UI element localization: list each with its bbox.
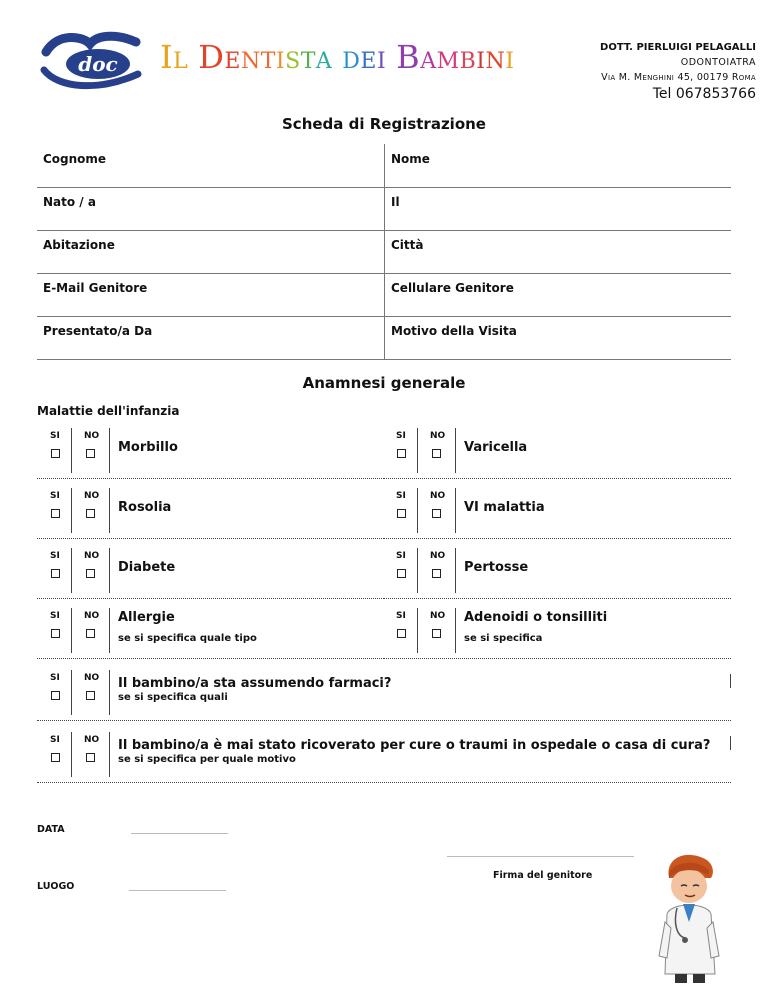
question-row <box>383 548 731 599</box>
yes-checkbox[interactable] <box>51 569 60 578</box>
yes-label: SI <box>396 611 406 621</box>
brand-letter: a <box>315 38 333 76</box>
question-note: se si specifica quali <box>118 692 228 703</box>
column-divider <box>384 316 385 359</box>
column-divider <box>384 187 385 230</box>
brand-letter: s <box>285 38 301 76</box>
brand-letter: n <box>485 38 506 76</box>
brand-title <box>160 38 514 76</box>
question-text: Il bambino/a sta assumendo farmaci? <box>118 676 392 691</box>
question-text: Allergie <box>118 610 175 625</box>
divider <box>109 732 110 777</box>
question-text: Diabete <box>118 560 176 575</box>
field-label[interactable]: Motivo della Visita <box>391 324 517 338</box>
question-text: Pertosse <box>464 560 529 575</box>
yes-checkbox[interactable] <box>397 509 406 518</box>
brand-letter: B <box>396 38 421 76</box>
divider <box>109 428 110 473</box>
anamnesi-subtitle: Malattie dell'infanzia <box>37 404 180 418</box>
brand-letter: t <box>300 38 316 76</box>
yes-label: SI <box>50 431 60 441</box>
no-label: NO <box>430 491 446 501</box>
divider <box>455 548 456 593</box>
field-label[interactable]: Presentato/a Da <box>43 324 153 338</box>
registration-row <box>37 316 731 360</box>
yes-label: SI <box>50 673 60 683</box>
no-checkbox[interactable] <box>86 569 95 578</box>
yes-checkbox[interactable] <box>397 449 406 458</box>
yes-label: SI <box>50 735 60 745</box>
yes-checkbox[interactable] <box>51 509 60 518</box>
field-label[interactable]: E-Mail Genitore <box>43 281 148 295</box>
registration-row <box>37 187 731 231</box>
question-text: VI malattia <box>464 500 545 515</box>
question-note: se si specifica per quale motivo <box>118 754 296 765</box>
yes-label: SI <box>396 551 406 561</box>
signature-line[interactable] <box>447 856 634 857</box>
yes-label: SI <box>50 551 60 561</box>
yes-checkbox[interactable] <box>397 629 406 638</box>
registration-row <box>37 144 731 188</box>
divider <box>71 428 72 473</box>
doctor-phone: Tel 067853766 <box>652 86 756 102</box>
brand-letter: i <box>376 38 387 76</box>
brand-letter: a <box>420 38 437 76</box>
question-text: Adenoidi o tonsilliti <box>464 610 608 625</box>
no-label: NO <box>84 673 100 683</box>
no-checkbox[interactable] <box>432 629 441 638</box>
question-note: se si specifica <box>464 633 543 644</box>
field-label[interactable]: Il <box>391 195 400 209</box>
divider <box>417 488 418 533</box>
doc-logo <box>38 30 148 92</box>
logo-text: doc <box>78 52 118 76</box>
brand-letter: m <box>436 38 460 76</box>
no-label: NO <box>84 551 100 561</box>
column-divider <box>384 144 385 187</box>
no-label: NO <box>84 431 100 441</box>
no-label: NO <box>84 611 100 621</box>
question-text: Morbillo <box>118 440 178 455</box>
field-label[interactable]: Nome <box>391 152 430 166</box>
no-checkbox[interactable] <box>432 569 441 578</box>
doctor-address: Via M. Menghini 45, 00179 Roma <box>601 72 756 83</box>
divider <box>109 670 110 715</box>
brand-letter: I <box>160 38 174 76</box>
yes-label: SI <box>50 491 60 501</box>
no-label: NO <box>84 735 100 745</box>
column-divider <box>384 230 385 273</box>
divider <box>109 548 110 593</box>
yes-checkbox[interactable] <box>51 629 60 638</box>
anamnesi-title: Anamnesi generale <box>302 374 466 392</box>
field-label[interactable]: Abitazione <box>43 238 115 252</box>
brand-letter: i <box>476 38 486 76</box>
question-text: Varicella <box>464 440 528 455</box>
right-edge <box>730 736 731 750</box>
no-label: NO <box>430 431 446 441</box>
question-note: se si specifica quale tipo <box>118 633 257 644</box>
field-label[interactable]: Cognome <box>43 152 107 166</box>
question-row <box>37 428 384 479</box>
question-row <box>37 548 384 599</box>
signature-label: Firma del genitore <box>493 870 593 881</box>
yes-label: SI <box>396 431 406 441</box>
brand-letter: e <box>224 38 241 76</box>
no-checkbox[interactable] <box>86 509 95 518</box>
yes-label: SI <box>396 491 406 501</box>
date-line[interactable] <box>131 833 228 834</box>
yes-checkbox[interactable] <box>397 569 406 578</box>
no-label: NO <box>430 551 446 561</box>
doctor-name: DOTT. PIERLUIGI PELAGALLI <box>600 42 756 53</box>
divider <box>71 670 72 715</box>
no-checkbox[interactable] <box>86 629 95 638</box>
question-row <box>37 488 384 539</box>
question-row <box>383 428 731 479</box>
registration-row <box>37 230 731 274</box>
no-checkbox[interactable] <box>86 449 95 458</box>
brand-letter: b <box>459 38 477 76</box>
divider <box>109 488 110 533</box>
no-label: NO <box>430 611 446 621</box>
doctor-info <box>600 40 756 103</box>
divider <box>417 608 418 653</box>
no-checkbox[interactable] <box>432 509 441 518</box>
question-row <box>37 732 731 783</box>
brand-letter: i <box>505 38 515 76</box>
place-label: LUOGO <box>37 881 75 892</box>
divider <box>71 488 72 533</box>
divider <box>71 548 72 593</box>
brand-letter: D <box>198 38 225 76</box>
question-text: Il bambino/a è mai stato ricoverato per cure o traumi in ospedale o casa di cura? <box>118 738 711 753</box>
no-checkbox[interactable] <box>86 753 95 762</box>
dentist-mascot-illustration <box>655 852 725 984</box>
field-label[interactable]: Cellulare Genitore <box>391 281 514 295</box>
yes-checkbox[interactable] <box>51 753 60 762</box>
question-row <box>37 670 731 721</box>
column-divider <box>384 273 385 316</box>
question-row <box>37 608 384 659</box>
divider <box>455 428 456 473</box>
question-row <box>383 608 731 659</box>
field-label[interactable]: Città <box>391 238 424 252</box>
question-row <box>383 488 731 539</box>
field-label[interactable]: Nato / a <box>43 195 96 209</box>
registration-title: Scheda di Registrazione <box>282 115 486 133</box>
divider <box>71 608 72 653</box>
yes-checkbox[interactable] <box>51 449 60 458</box>
divider <box>417 548 418 593</box>
brand-letter: e <box>360 38 377 76</box>
brand-letter: l <box>173 38 189 76</box>
brand-letter: t <box>260 38 276 76</box>
divider <box>109 608 110 653</box>
brand-letter: i <box>275 38 286 76</box>
brand-letter: d <box>342 38 361 76</box>
yes-checkbox[interactable] <box>51 691 60 700</box>
no-checkbox[interactable] <box>86 691 95 700</box>
no-checkbox[interactable] <box>432 449 441 458</box>
date-label: DATA <box>37 824 65 835</box>
doctor-specialty: ODONTOIATRA <box>680 57 756 68</box>
no-label: NO <box>84 491 100 501</box>
question-text: Rosolia <box>118 500 172 515</box>
right-edge <box>730 674 731 688</box>
divider <box>455 608 456 653</box>
place-line[interactable] <box>129 890 226 891</box>
divider <box>417 428 418 473</box>
divider <box>455 488 456 533</box>
registration-row <box>37 273 731 317</box>
yes-label: SI <box>50 611 60 621</box>
divider <box>71 732 72 777</box>
brand-letter: n <box>240 38 261 76</box>
